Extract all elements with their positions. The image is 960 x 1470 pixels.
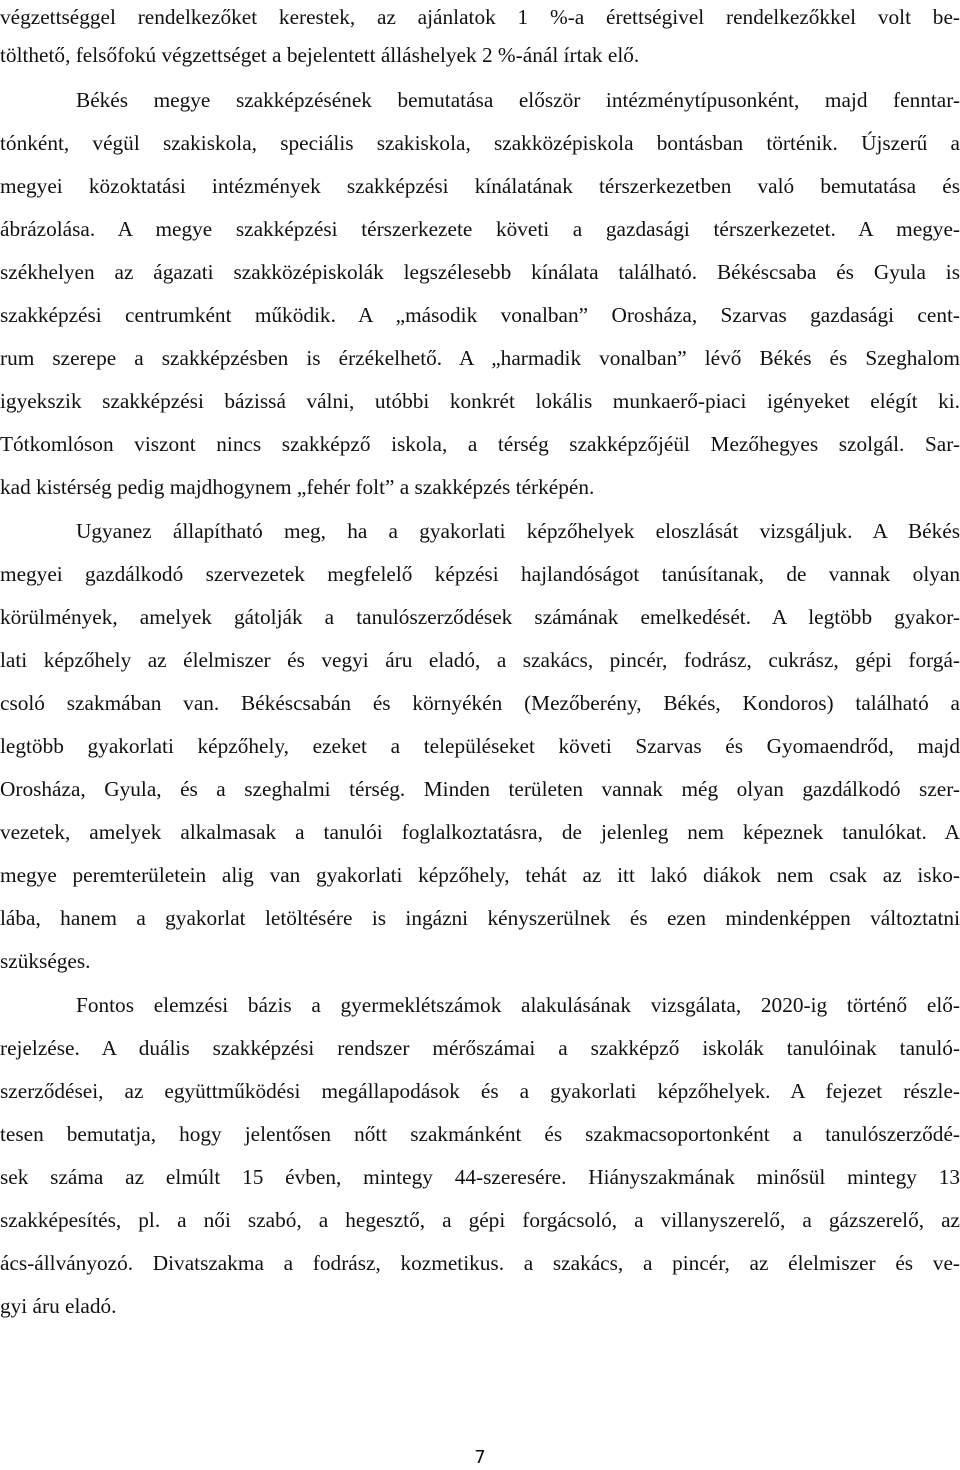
text-line: körülmények, amelyek gátolják a tanulószerződések számának emelkedését. A legtöbb gyakor- bbox=[0, 605, 960, 629]
text-line: szerződései, az együttműködési megállapodások és a gyakorlati képzőhelyek. A fejezet részle- bbox=[0, 1079, 960, 1103]
text-line: igyekszik szakképzési bázissá válni, utóbbi konkrét lokális munkaerő-piaci igényeket elégít ki. bbox=[0, 389, 960, 413]
text-line: csoló szakmában van. Békéscsabán és környékén (Mezőberény, Békés, Kondoros) található a bbox=[0, 691, 960, 715]
text-line: szakképzési centrumként működik. A „második vonalban” Orosháza, Szarvas gazdasági cent- bbox=[0, 303, 960, 327]
text-line: Tótkomlóson viszont nincs szakképző iskola, a térség szakképzőjéül Mezőhegyes szolgál. Sar- bbox=[0, 432, 960, 456]
text-line: Ugyanez állapítható meg, ha a gyakorlati képzőhelyek eloszlását vizsgáljuk. A Békés bbox=[76, 519, 960, 543]
text-line: tölthető, felsőfokú végzettséget a bejelentett álláshelyek 2 %-ánál írtak elő. bbox=[0, 43, 640, 67]
text-line: tónként, végül szakiskola, speciális szakiskola, szakközépiskola bontásban történik. Újszerű a bbox=[0, 131, 960, 155]
text-line: szükséges. bbox=[0, 949, 91, 973]
text-line: megye peremterületein alig van gyakorlati képzőhely, tehát az itt lakó diákok nem csak az isko- bbox=[0, 863, 960, 887]
text-line: Békés megye szakképzésének bemutatása először intézménytípusonként, majd fenntar- bbox=[76, 88, 960, 112]
text-line: tesen bemutatja, hogy jelentősen nőtt szakmánként és szakmacsoportonként a tanulószerződé- bbox=[0, 1122, 960, 1146]
text-line: rejelzése. A duális szakképzési rendszer mérőszámai a szakképző iskolák tanulóinak tanuló- bbox=[0, 1036, 960, 1060]
page-number: 7 bbox=[474, 1447, 486, 1468]
text-line: gyi áru eladó. bbox=[0, 1294, 117, 1318]
text-line: szakképesítés, pl. a női szabó, a hegesztő, a gépi forgácsoló, a villanyszerelő, a gázszerelő, az bbox=[0, 1208, 960, 1232]
text-line: székhelyen az ágazati szakközépiskolák legszélesebb kínálata található. Békéscsaba és Gyula is bbox=[0, 260, 960, 284]
text-line: rum szerepe a szakképzésben is érzékelhető. A „harmadik vonalban” lévő Békés és Szeghalom bbox=[0, 346, 960, 370]
text-line: ábrázolása. A megye szakképzési térszerkezete követi a gazdasági térszerkezetet. A megye- bbox=[0, 217, 960, 241]
text-line: sek száma az elmúlt 15 évben, mintegy 44-szeresére. Hiányszakmának minősül mintegy 13 bbox=[0, 1165, 960, 1189]
text-line: Fontos elemzési bázis a gyermeklétszámok alakulásának vizsgálata, 2020-ig történő elő- bbox=[76, 993, 960, 1017]
text-line: megyei gazdálkodó szervezetek megfelelő képzési hajlandóságot tanúsítanak, de vannak olyan bbox=[0, 562, 960, 586]
text-line: ács-állványozó. Divatszakma a fodrász, kozmetikus. a szakács, a pincér, az élelmiszer és ve- bbox=[0, 1251, 960, 1275]
text-line: kad kistérség pedig majdhogynem „fehér folt” a szakképzés térképén. bbox=[0, 475, 595, 499]
text-line: legtöbb gyakorlati képzőhely, ezeket a településeket követi Szarvas és Gyomaendrőd, majd bbox=[0, 734, 960, 758]
text-line: megyei közoktatási intézmények szakképzési kínálatának térszerkezetben való bemutatása és bbox=[0, 174, 960, 198]
text-line: lába, hanem a gyakorlat letöltésére is ingázni kényszerülnek és ezen mindenképpen változtatni bbox=[0, 906, 960, 930]
text-line: Orosháza, Gyula, és a szeghalmi térség. Minden területen vannak még olyan gazdálkodó szer- bbox=[0, 777, 960, 801]
text-line: vezetek, amelyek alkalmasak a tanulói foglalkoztatásra, de jelenleg nem képeznek tanulókat. A bbox=[0, 820, 960, 844]
text-line: végzettséggel rendelkezőket kerestek, az ajánlatok 1 %-a érettségivel rendelkezőkkel volt be- bbox=[0, 5, 960, 29]
text-line: lati képzőhely az élelmiszer és vegyi áru eladó, a szakács, pincér, fodrász, cukrász, gépi forgá- bbox=[0, 648, 960, 672]
